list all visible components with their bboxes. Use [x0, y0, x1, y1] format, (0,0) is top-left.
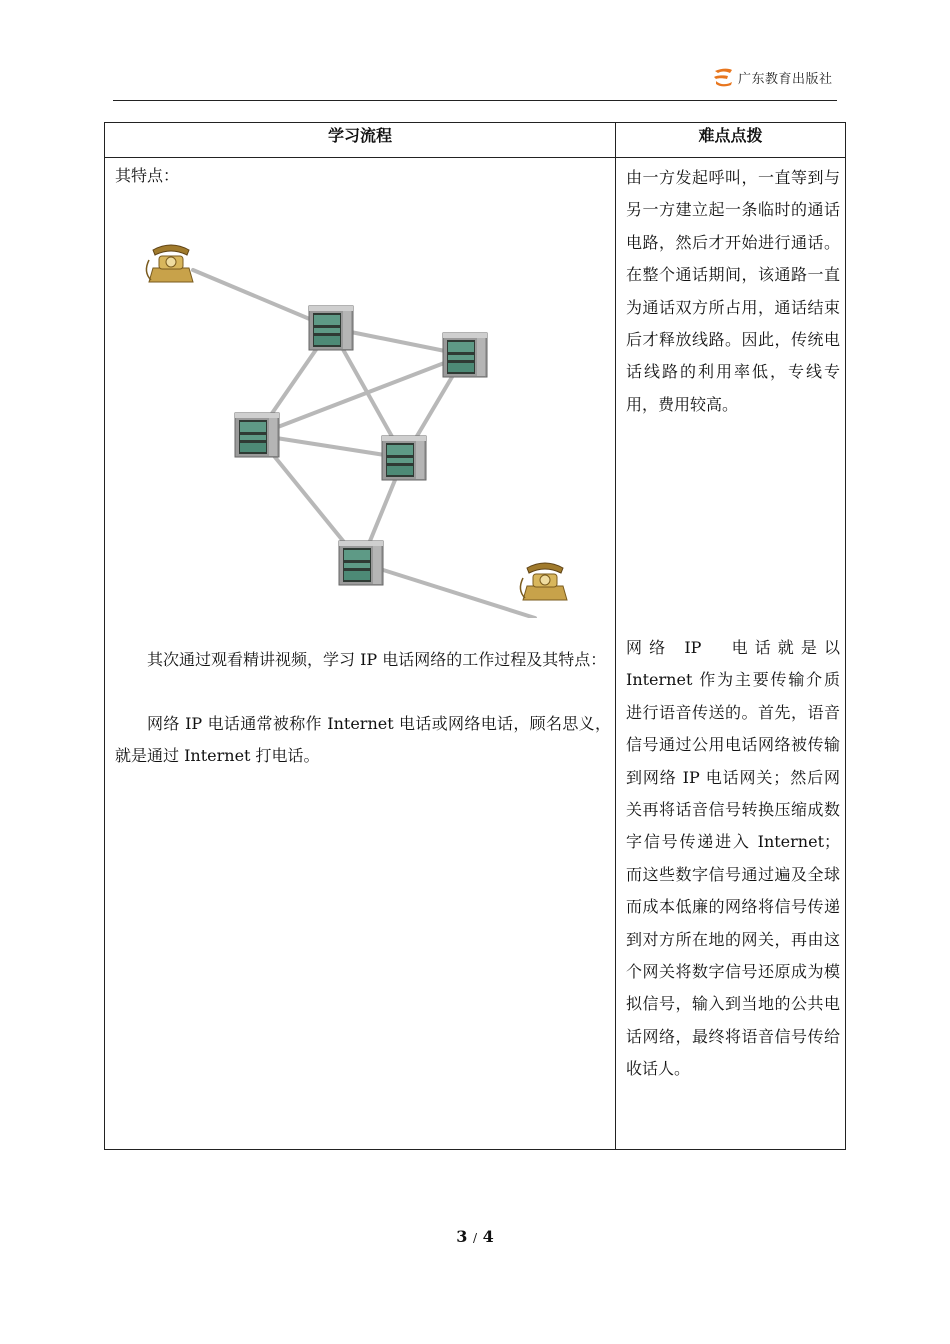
- switch-icon: [309, 306, 353, 350]
- publisher-logo: [712, 64, 833, 90]
- note-traditional-telephone: 由一方发起呼叫，一直等到与另一方建立起一条临时的通话电路，然后才开始进行通话。在整个通话期间，该通路一直为通话双方所占用，通话结束后才释放线路。因此，传统电话线路的利用率低，专线专用，费用较高。: [626, 168, 840, 414]
- publisher-name: 广东教育出版社: [738, 71, 833, 87]
- key-points-cell: [616, 158, 846, 1150]
- table-body-row: [105, 158, 846, 1150]
- telephone-icon: [146, 245, 193, 282]
- switch-icon: [443, 333, 487, 377]
- telephone-icon: [520, 563, 567, 600]
- paragraph-ip-phone-definition: 网络 IP 电话通常被称作 Internet 电话或网络电话，顾名思义，就是通过 Internet 打电话。: [115, 714, 611, 765]
- link-switch-5-phone-b: [361, 563, 535, 618]
- page-separator: /: [472, 1231, 478, 1245]
- content-table: [104, 122, 846, 1150]
- circuit-switching-diagram: [135, 198, 585, 618]
- paragraph-ip-phone-intro: 其次通过观看精讲视频，学习 IP 电话网络的工作过程及其特点：: [147, 650, 607, 669]
- header-rule: [113, 100, 837, 101]
- switch-icon: [382, 436, 426, 480]
- link-switch-2-switch-3: [257, 355, 465, 435]
- features-label: 其特点：: [115, 166, 180, 185]
- page-current: 3: [456, 1227, 468, 1246]
- publisher-logo-icon: [712, 67, 734, 87]
- table-header-row: [105, 123, 846, 158]
- note-ip-telephone: 网络 IP 电话就是以 Internet 作为主要传输介质进行语音传送的。首先，语音信号通过公用电话网络被传输到网络 IP 电话网关；然后网关再将话音信号转换压缩成数字信号传递进入 Internet；而这些数字信号通过遍及全球而成本低廉的网络将信号传递到对方所在地的网关，再由这个网关将数字信号还原成为模拟信号，输入到当地的公共电话网络，最终将语音信号传给收话人。: [626, 638, 840, 1079]
- learning-process-cell: [105, 158, 616, 1150]
- switch-icon: [339, 541, 383, 585]
- page-number: [0, 1227, 950, 1246]
- column-header-key-points: 难点点拨: [616, 123, 846, 158]
- switch-icon: [235, 413, 279, 457]
- page-total: 4: [482, 1227, 494, 1246]
- column-header-learning-process: 学习流程: [105, 123, 616, 158]
